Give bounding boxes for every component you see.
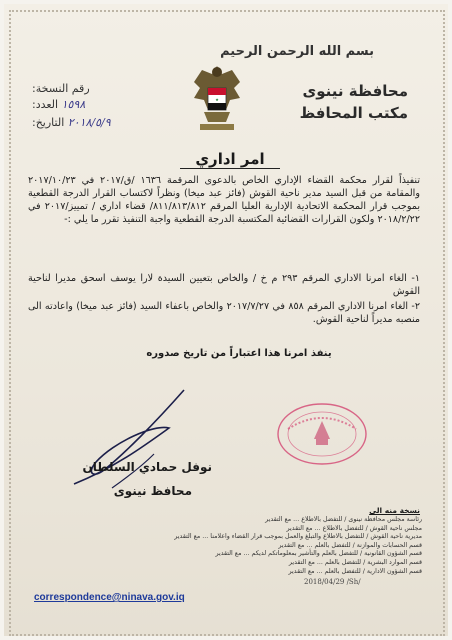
date-value: ٢٠١٨/٥/٩ bbox=[67, 116, 111, 129]
contact-email-link[interactable]: correspondence@ninava.gov.iq bbox=[34, 592, 185, 603]
order-item-1: ١- الغاء امرنا الاداري المرقم ٢٩٣ م خ / والخاص بتعيين السيدة لارا يوسف اسحق مديرا لناحية القوش bbox=[28, 273, 421, 297]
iraq-emblem-icon bbox=[190, 60, 244, 138]
svg-text:★: ★ bbox=[215, 97, 219, 102]
number-value: ١٥٩٨ bbox=[61, 98, 86, 111]
signatory-name: نوفل حمادي السلطان bbox=[82, 460, 212, 474]
official-stamp-icon bbox=[274, 399, 370, 469]
cc-list bbox=[174, 516, 422, 576]
office-name: مكتب المحافظ bbox=[299, 104, 408, 122]
cc-heading: نسخة منه الى bbox=[369, 506, 420, 515]
cc-item: قسم الحسابات والموازنة / للتفضل بالعلم ... مع التقدير bbox=[278, 541, 422, 549]
copy-number-label: رقم النسخة: bbox=[32, 82, 90, 95]
execution-clause: ينفذ امرنا هذا اعتباراً من تاريخ صدوره bbox=[146, 348, 332, 359]
cc-item: قسم الشؤون الادارية / للتفضل بالعلم ... مع التقدير bbox=[288, 567, 422, 575]
number-label: العدد: bbox=[32, 98, 59, 111]
document-number bbox=[32, 98, 172, 111]
basmala: بسم الله الرحمن الرحيم bbox=[220, 44, 374, 59]
order-item-2: ٢- الغاء امرنا الاداري المرقم ٨٥٨ في ٢٠١٧/٧/٢٧ والخاص باعفاء السيد (فائز عبد ميخا) واعادته الى منصبه مديراً لناحية القوش. bbox=[28, 301, 420, 325]
signatory-title: محافظ نينوى bbox=[113, 484, 192, 498]
cc-item: مديرية ناحية القوش / للتفضل بالاطلاع والتبلغ والعمل بموجب قرار القضاء واعلامنا ... مع التقدير bbox=[174, 533, 422, 541]
governorate-name: محافظة نينوى bbox=[302, 82, 408, 100]
copy-number bbox=[32, 82, 172, 95]
cc-item: رئاسة مجلس محافظة نينوى / للتفضل بالاطلاع ... مع التقدير bbox=[265, 516, 422, 523]
decision-paragraph: تنفيذاً لقرار محكمة القضاء الإداري الخاص بالدعوى المرقمة ١٦٣٦ /ق/٢٠١٧ في ٢٠١٧/١٠/٢٣ والمقامة من قبل السيد مدير ناحية القوش (فائز عبد ميخا) ونظراً لاكتساب القرار الدرجة القطعية بموجب قرار المحكمة الاتحادية الإدارية العليا المرقم ٨١١/٨١٣/٨١٢/ قضاء اداري / تمييز/٢٠١٧ في ٢٠١٨/٢/٢٢ ولكون القرارات القضائية المكتسبة الدرجة القطعية واجبة التنفيذ تقرر ما يلي :- bbox=[28, 175, 421, 225]
cc-item: قسم الشؤون القانونية / للتفضل بالعلم والتأشير بمعلوماتكم لديكم ... مع التقدير bbox=[215, 550, 422, 558]
handwritten-signature-icon bbox=[34, 384, 204, 494]
cc-item: قسم الموارد البشرية / للتفضل بالعلم ... مع التقدير bbox=[288, 558, 422, 566]
document-date bbox=[32, 116, 172, 129]
date-label: التاريخ: bbox=[32, 116, 65, 129]
footer-note: 2018/04/29 /Sh/ bbox=[304, 578, 361, 586]
order-title: امر اداري bbox=[180, 150, 280, 169]
cc-item: مجلس ناحية القوش / للتفضل بالاطلاع ... مع التقدير bbox=[286, 524, 422, 532]
